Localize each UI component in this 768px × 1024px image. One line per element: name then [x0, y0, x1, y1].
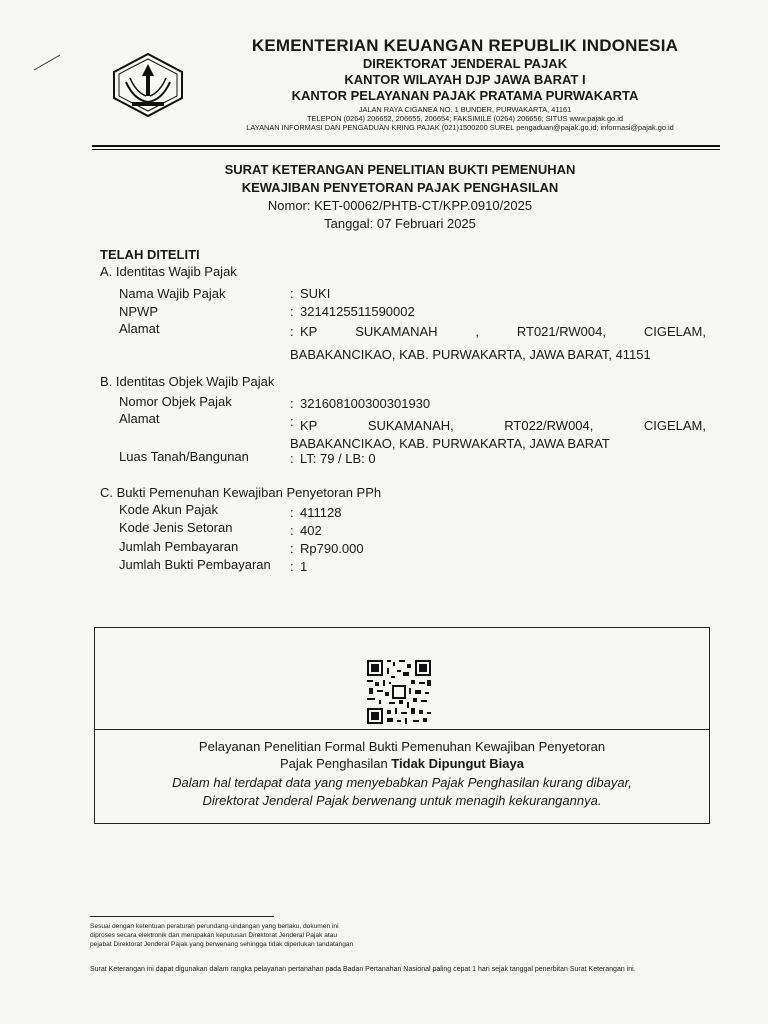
colon: : — [290, 559, 294, 574]
colon: : — [290, 304, 294, 319]
section-c-heading: C. Bukti Pemenuhan Kewajiban Penyetoran PPh — [100, 485, 382, 500]
directorate-name: DIREKTORAT JENDERAL PAJAK — [362, 56, 568, 71]
payment-proof-count-label: Jumlah Bukti Pembayaran — [119, 557, 271, 572]
notice-line2-bold: Tidak Dipungut Biaya — [391, 756, 524, 771]
document-number: Nomor: KET-00062/PHTB-CT/KPP.0910/2025 — [267, 198, 533, 213]
footnote-line3: pejabat Direktorat Jenderal Pajak yang berwenang sehingga tidak diperlukan tandatangan — [90, 941, 354, 948]
address-part: KP — [300, 324, 318, 339]
address-part: RT021/RW004, — [516, 324, 606, 339]
taxpayer-address-line2: BABAKANCIKAO, KAB. PURWAKARTA, JAWA BARAT, 41151 — [290, 347, 651, 362]
land-building-area-label: Luas Tanah/Bangunan — [119, 449, 249, 464]
object-address-line1 — [300, 418, 706, 433]
notice-line2-plain: Pajak Penghasilan — [280, 756, 392, 771]
footnote-divider — [90, 916, 274, 917]
office-address: JALAN RAYA CIGANEA NO. 1 BUNDER, PURWAKARTA, 41161 — [358, 105, 572, 114]
office-phone: TELEPON (0264) 206652, 206655, 206654; FAKSIMILE (0264) 206656; SITUS www.pajak.go.id — [307, 114, 623, 123]
colon: : — [290, 324, 294, 339]
tax-office-name: KANTOR PELAYANAN PAJAK PRATAMA PURWAKARTA — [291, 88, 639, 103]
tax-object-number-value: 321608100300301930 — [300, 396, 431, 411]
land-building-area-value: LT: 79 / LB: 0 — [300, 451, 376, 466]
taxpayer-address-label: Alamat — [119, 321, 160, 336]
colon: : — [290, 451, 294, 466]
ministry-emblem-logo — [112, 52, 184, 118]
notice-italic-line1: Dalam hal terdapat data yang menyebabkan Pajak Penghasilan kurang dibayar, — [172, 775, 632, 790]
taxpayer-address-line1 — [300, 324, 706, 339]
colon: : — [290, 414, 294, 429]
notice-italic-line2: Direktorat Jenderal Pajak berwenang untuk menagih kekurangannya. — [202, 793, 602, 808]
payment-amount-value: Rp790.000 — [300, 541, 364, 556]
notice-line2 — [100, 756, 704, 771]
colon: : — [290, 286, 294, 301]
regional-office-name: KANTOR WILAYAH DJP JAWA BARAT I — [344, 72, 586, 87]
colon: : — [290, 396, 294, 411]
pen-mark — [32, 52, 62, 72]
notice-box-divider — [94, 729, 710, 730]
address-part: CIGELAM, — [643, 418, 706, 433]
notice-line1: Pelayanan Penelitian Formal Bukti Pemenuhan Kewajiban Penyetoran — [198, 739, 606, 754]
address-part: SUKAMANAH, — [367, 418, 454, 433]
footnote-line1: Sesuai dengan ketentuan peraturan perundang-undangan yang berlaku, dokumen ini — [90, 923, 339, 930]
address-part: SUKAMANAH — [355, 324, 438, 339]
payment-amount-label: Jumlah Pembayaran — [119, 539, 239, 554]
tax-account-code-value: 411128 — [300, 505, 342, 520]
office-contact: LAYANAN INFORMASI DAN PENGADUAN KRING PAJAK (021)1500200 SUREL pengaduan@pajak.go.id; informasi@pajak.go.id — [246, 123, 674, 132]
npwp-value: 3214125511590002 — [300, 304, 415, 319]
address-part: RT022/RW004, — [504, 418, 594, 433]
payment-proof-count-value: 1 — [300, 559, 308, 574]
header-divider-thick — [92, 145, 720, 147]
document-date: Tanggal: 07 Februari 2025 — [324, 216, 476, 231]
object-address-label: Alamat — [119, 411, 160, 426]
header-divider-thin — [92, 149, 720, 150]
tax-object-number-label: Nomor Objek Pajak — [119, 394, 232, 409]
taxpayer-name-label: Nama Wajib Pajak — [119, 286, 226, 301]
footnote-line2: diproses secara elektronik dan merupakan keputusan Direktorat Jenderal Pajak atau — [90, 932, 338, 939]
address-part: , — [475, 324, 480, 339]
address-part: CIGELAM, — [643, 324, 706, 339]
deposit-type-code-label: Kode Jenis Setoran — [119, 520, 233, 535]
object-address-line2: BABAKANCIKAO, KAB. PURWAKARTA, JAWA BARAT — [290, 436, 610, 451]
colon: : — [290, 541, 294, 556]
npwp-label: NPWP — [119, 304, 158, 319]
colon: : — [290, 523, 294, 538]
colon: : — [290, 505, 294, 520]
qr-code-icon — [365, 658, 433, 726]
taxpayer-name-value: SUKI — [300, 286, 331, 301]
address-part: KP — [300, 418, 318, 433]
section-a-heading: A. Identitas Wajib Pajak — [100, 264, 237, 279]
deposit-type-code-value: 402 — [300, 523, 322, 538]
section-heading: TELAH DITELITI — [100, 247, 200, 262]
document-title-line2: KEWAJIBAN PENYETORAN PAJAK PENGHASILAN — [241, 180, 559, 195]
document-title-line1: SURAT KETERANGAN PENELITIAN BUKTI PEMENUHAN — [224, 162, 576, 177]
tax-account-code-label: Kode Akun Pajak — [119, 502, 219, 517]
footnote-line4: Surat Keterangan ini dapat digunakan dalam rangka pelayanan pertanahan pada Badan Pertanahan Nasional paling cepat 1 hari sejak tanggal penerbitan Surat Keterangan ini. — [90, 966, 636, 973]
section-b-heading: B. Identitas Objek Wajib Pajak — [100, 374, 275, 389]
ministry-name: KEMENTERIAN KEUANGAN REPUBLIK INDONESIA — [251, 36, 679, 55]
